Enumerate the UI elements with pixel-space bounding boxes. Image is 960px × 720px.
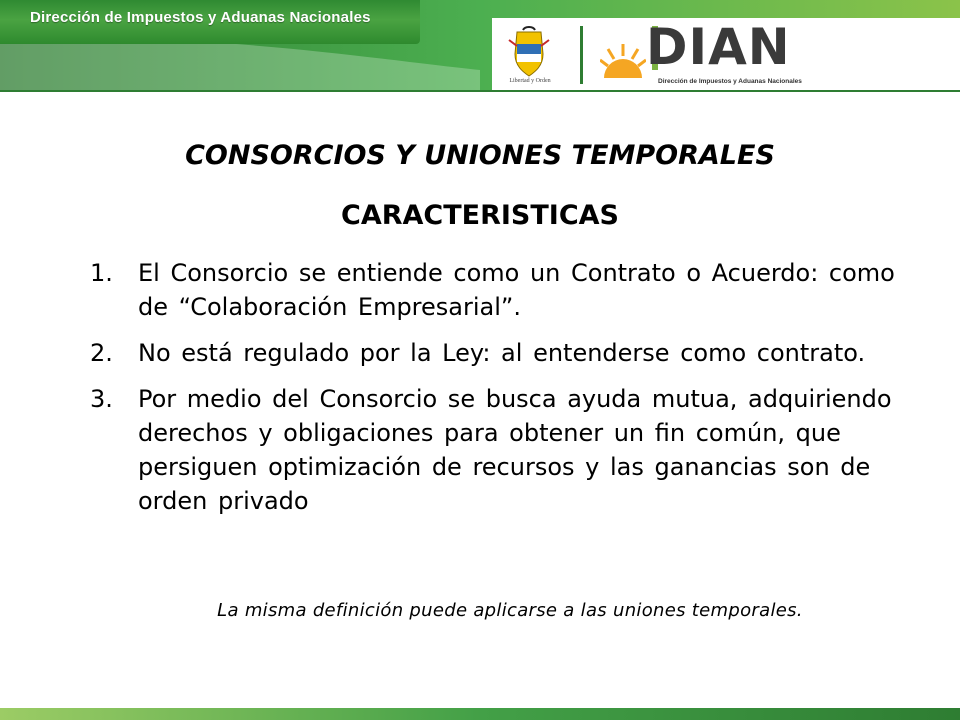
list-item-number: 2. [90,339,113,367]
slide-title: CONSORCIOS Y UNIONES TEMPORALES [185,140,775,171]
characteristics-list [90,256,910,530]
logo-divider [580,26,583,84]
coat-caption: Libertad y Orden [509,78,551,84]
list-item-number: 3. [90,385,113,413]
definition-note: La misma definición puede aplicarse a las uniones temporales. [217,600,803,621]
brand-name: DIAN [646,18,791,76]
list-item-number: 1. [90,259,113,287]
brand-subtitle: Dirección de Impuestos y Aduanas Nacionales [658,78,802,85]
coat-of-arms-icon [503,26,555,86]
list-item [90,336,910,370]
header-title: Dirección de Impuestos y Aduanas Nacionales [30,9,371,26]
header-banner [0,0,960,92]
list-item-text: El Consorcio se entiende como un Contrato o Acuerdo: como de “Colaboración Empresarial”. [138,259,895,321]
list-item [90,382,910,518]
footer-bar [0,708,960,720]
list-item [90,256,910,324]
list-item-text: No está regulado por la Ley: al entenderse como contrato. [138,339,866,367]
list-item-text: Por medio del Consorcio se busca ayuda mutua, adquiriendo derechos y obligaciones para obtener un fin común, que persiguen optimización de recursos y las ganancias son de orden privado [138,385,892,515]
slide-subtitle: CARACTERISTICAS [341,200,619,231]
header-divider [0,90,960,92]
sun-icon [600,40,646,80]
